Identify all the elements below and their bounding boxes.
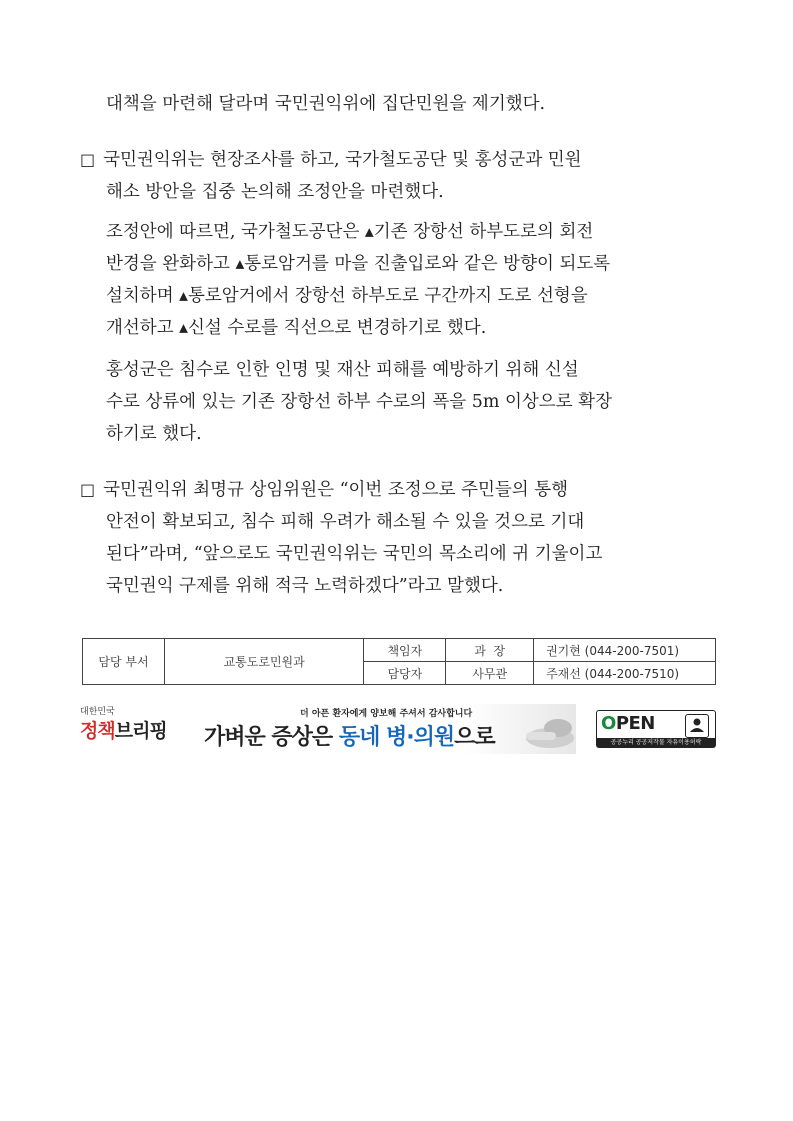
text-line: 국민권익위 최명규 상임위원은 “이번 조정으로 주민들의 통행 [103,480,569,500]
hands-illustration-icon [516,708,576,752]
paragraph-adjustment-plan [80,216,746,344]
dept-name-cell: 교통도로민원과 [164,639,364,685]
text-line: 국민권익 구제를 위해 적극 노력하겠다”라고 말했다. [106,576,504,596]
campaign-headline-tail: 으로 [454,725,495,750]
checkbox-bullet-icon: □ [80,480,96,499]
campaign-subtitle: 더 아픈 환자에게 양보해 주셔서 감사합니다 [300,709,473,719]
person-cell: 주재선 (044-200-7510) [534,662,716,685]
title-cell: 사무관 [446,662,534,685]
text-line: 국민권익위는 현장조사를 하고, 국가철도공단 및 홍성군과 민원 [103,150,582,170]
text-line: 안전이 확보되고, 침수 피해 우려가 해소될 수 있을 것으로 기대 [106,512,585,532]
text-line: 홍성군은 침수로 인한 인명 및 재산 피해를 예방하기 위해 신설 [106,360,579,380]
paragraph-hongseong [80,354,746,450]
contact-table [82,638,716,685]
text-line: 반경을 완화하고 ▴통로암거를 마을 진출입로와 같은 방향이 되도록 [106,254,611,274]
paragraph-commissioner-quote [80,474,720,602]
paragraph-continuation [80,88,746,120]
campaign-headline: 가벼운 증상은 [204,725,339,750]
paragraph-mediation [80,144,720,208]
dept-label-cell: 담당 부서 [83,639,165,685]
footer-banner [80,700,720,756]
open-o-letter: O [601,713,616,734]
logo-text-red: 정책 [80,720,115,742]
person-license-icon [685,714,709,738]
title-cell: 과 장 [446,639,534,662]
open-license-badge[interactable] [596,710,716,748]
text-line: 대책을 마련해 달라며 국민권익위에 집단민원을 제기했다. [106,94,546,114]
role-cell: 담당자 [364,662,446,685]
text-line: 된다”라며, “앞으로도 국민권익위는 국민의 목소리에 귀 기울이고 [106,544,603,564]
open-text: PEN [615,713,655,734]
text-line: 설치하며 ▴통로암거에서 장항선 하부도로 구간까지 도로 선형을 [106,286,588,306]
text-line: 개선하고 ▴신설 수로를 직선으로 변경하기로 했다. [106,318,487,338]
logo-text-dark: 브리핑 [114,720,167,742]
policy-briefing-logo[interactable] [80,706,172,750]
text-line: 하기로 했다. [106,424,202,444]
person-cell: 권기현 (044-200-7501) [534,639,716,662]
table-row [83,639,716,662]
text-line: 조정안에 따르면, 국가철도공단은 ▴기존 장항선 하부도로의 회전 [106,222,594,242]
role-cell: 책임자 [364,639,446,662]
logo-caption: 대한민국 [80,707,115,717]
checkbox-bullet-icon: □ [80,150,96,169]
text-line: 수로 상류에 있는 기존 장항선 하부 수로의 폭을 5m 이상으로 확장 [106,392,612,412]
campaign-headline-highlight: 동네 병·의원 [338,725,455,750]
text-line: 해소 방안을 집중 논의해 조정안을 마련했다. [106,182,444,202]
open-license-strip: 공공누리 공공저작물 자유이용허락 [597,738,715,747]
campaign-banner[interactable] [204,704,576,754]
